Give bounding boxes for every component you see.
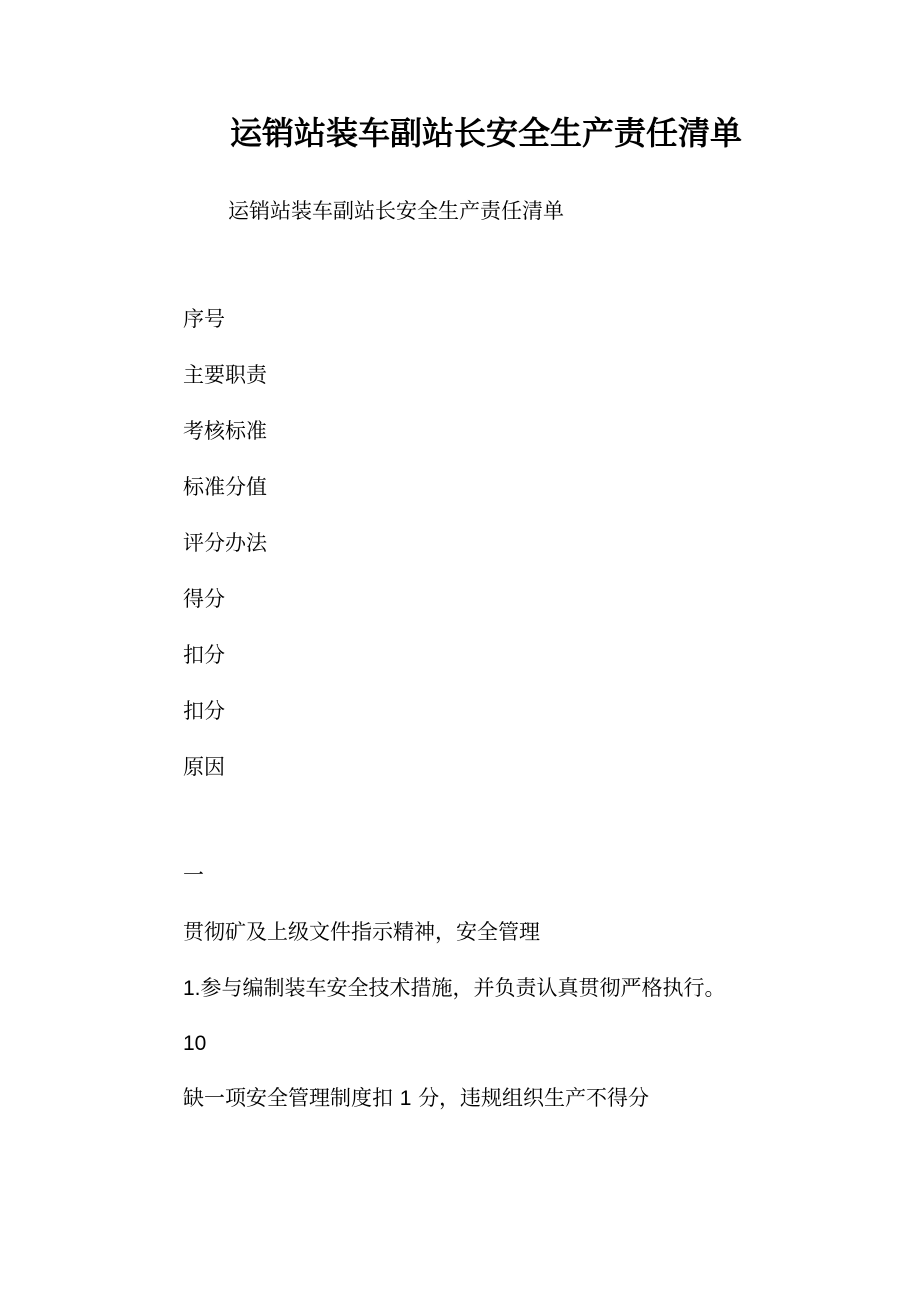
- row-method-text-b: 分，违规组织生产不得分: [418, 1086, 650, 1110]
- header-deduct: 扣分: [183, 643, 225, 667]
- header-got: 得分: [183, 587, 225, 611]
- row-score: 10: [183, 1032, 207, 1055]
- header-standard: 考核标准: [183, 419, 267, 443]
- header-deduct-2: 扣分: [183, 699, 225, 723]
- row-standard-text: 参与编制装车安全技术措施，并负责认真贯彻严格执行。: [200, 976, 726, 1000]
- row-method: [183, 1083, 649, 1114]
- row-standard: [183, 973, 726, 1004]
- header-method: 评分办法: [183, 531, 267, 555]
- document-title: 运销站装车副站长安全生产责任清单: [229, 114, 742, 152]
- header-score: 标准分值: [183, 475, 267, 499]
- row-seq: 一: [183, 863, 204, 887]
- header-reason: 原因: [183, 755, 225, 779]
- header-duty: 主要职责: [183, 363, 267, 387]
- document-subtitle: 运销站装车副站长安全生产责任清单: [228, 199, 564, 223]
- row-method-number: 1: [399, 1087, 412, 1110]
- row-standard-number: 1.: [183, 977, 201, 1000]
- row-duty: 贯彻矿及上级文件指示精神，安全管理: [183, 920, 540, 944]
- row-method-text-a: 缺一项安全管理制度扣: [183, 1086, 393, 1110]
- header-seq: 序号: [183, 307, 225, 331]
